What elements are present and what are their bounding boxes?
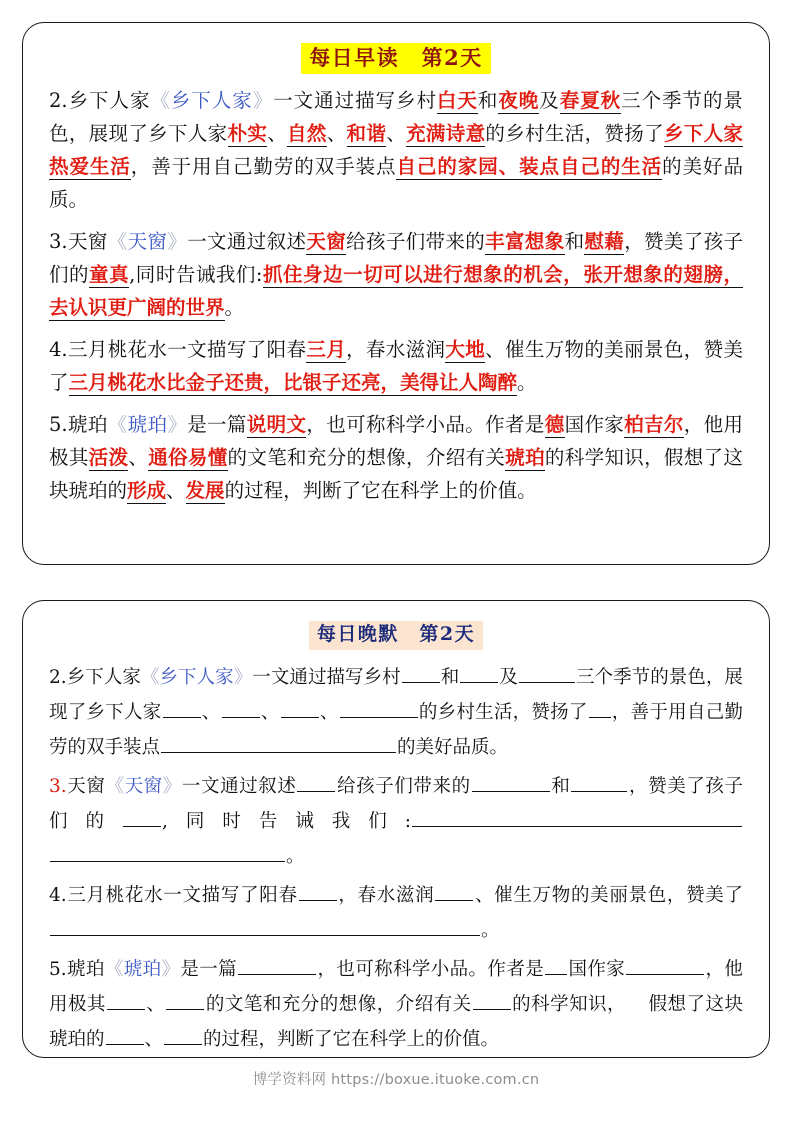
text-segment: 的乡村生活，赞扬了 [485, 122, 664, 146]
bracket-close: 》 [167, 413, 188, 437]
answer-blank[interactable] [472, 774, 550, 792]
morning-body [23, 84, 769, 507]
answer-text: 乡下人家热爱生活 [49, 122, 743, 179]
answer-blank[interactable] [238, 957, 316, 975]
item-number: 3. [49, 775, 67, 797]
morning-paragraph-5 [49, 408, 743, 507]
morning-title-row [23, 43, 769, 74]
text-segment: 的过程，判断了它在科学上的价值。 [203, 1028, 500, 1050]
text-segment: 给孩子们带来的 [346, 230, 486, 254]
book-title: 琥珀 [127, 413, 168, 437]
answer-blank[interactable] [50, 918, 480, 936]
text-segment: 。 [481, 919, 500, 941]
morning-reading-card [22, 22, 770, 565]
text-segment: 假想了这块琥珀的 [49, 993, 743, 1050]
text-segment: 、催生万物的美丽景色，赞美了 [474, 884, 743, 906]
text-segment: 琥珀 [66, 958, 105, 980]
answer-blank[interactable] [281, 700, 319, 718]
answer-blank[interactable] [299, 883, 337, 901]
text-segment: 、 [144, 1028, 164, 1050]
answer-text: 抓住身边一切可以进行想象的机会，张开想象的翅膀，去认识更广阔的世界 [49, 263, 743, 320]
bracket-close: 》 [161, 958, 181, 980]
text-segment: 和 [440, 666, 460, 688]
text-segment: 琥珀 [67, 413, 108, 437]
text-segment: 。 [286, 845, 305, 867]
answer-text: 夜晚 [498, 89, 540, 113]
book-title: 乡下人家 [159, 666, 234, 688]
book-title: 琥珀 [123, 958, 162, 980]
answer-text: 通俗易懂 [148, 446, 228, 470]
answer-blank[interactable] [50, 844, 285, 862]
text-segment: 、 [386, 122, 407, 146]
text-segment: 给孩子们带来的 [336, 775, 471, 797]
answer-text: 天窗 [306, 230, 347, 254]
answer-text: 自然 [287, 122, 327, 146]
text-segment: 的美好品质。 [397, 736, 509, 758]
evening-paragraph-4 [49, 878, 743, 948]
morning-title: 每日早读 第2天 [301, 43, 491, 74]
text-segment: 乡下人家 [67, 89, 151, 113]
text-segment: ，也可称科学小品。作者是 [317, 958, 545, 980]
bracket-open: 《 [150, 89, 171, 113]
text-segment: 是一篇 [180, 958, 238, 980]
item-number: 2. [49, 666, 67, 688]
book-title: 天窗 [124, 775, 163, 797]
item-number: 4. [49, 338, 68, 362]
text-segment: 及 [499, 666, 518, 688]
answer-text: 形成 [127, 479, 167, 503]
book-title: 乡下人家 [170, 89, 253, 113]
answer-blank[interactable] [340, 700, 418, 718]
text-segment: ,同时告诫我们: [129, 263, 263, 287]
answer-blank[interactable] [519, 665, 575, 683]
text-segment: 三月桃花水一文描写了阳春 [66, 884, 298, 906]
text-segment: 是一篇 [187, 413, 247, 437]
text-segment: ，善于用自己勤劳的双手装点 [49, 701, 743, 758]
item-number: 2. [49, 89, 68, 113]
evening-title-row [23, 621, 769, 650]
answer-text: 德 [544, 413, 565, 437]
answer-blank[interactable] [460, 665, 498, 683]
footer-watermark: 博学资料网 https://boxue.ituoke.com.cn [252, 1072, 540, 1088]
answer-text: 和谐 [346, 122, 387, 146]
evening-body [23, 660, 769, 1057]
text-segment: ，善于用自己勤劳的双手装点 [130, 155, 397, 179]
text-segment: 、 [326, 122, 347, 146]
text-segment: ，春水滋润 [337, 884, 435, 906]
answer-blank[interactable] [589, 700, 611, 718]
text-segment: 的科学知识，假想了这块琥珀的 [49, 446, 743, 503]
text-segment: ，他用极其 [49, 958, 743, 1015]
answer-text: 朴实 [227, 122, 268, 146]
answer-text: 春夏秋 [559, 89, 622, 113]
text-segment: ，赞美了孩子们的 [49, 230, 743, 287]
item-number: 5. [49, 958, 67, 980]
answer-text: 充满诗意 [406, 122, 486, 146]
text-segment: 、 [319, 701, 339, 723]
text-segment: 国作家 [568, 958, 626, 980]
text-segment: 国作家 [564, 413, 625, 437]
evening-paragraph-2 [49, 660, 743, 765]
answer-text: 三月桃花水比金子还贵，比银子还亮，美得让人陶醉 [68, 371, 518, 395]
answer-text: 柏吉尔 [624, 413, 684, 437]
text-segment: 、催生万物的美丽景色，赞美了 [49, 338, 743, 395]
evening-paragraph-5 [49, 952, 743, 1057]
bracket-close: 》 [167, 230, 188, 254]
answer-blank[interactable] [163, 700, 201, 718]
answer-blank[interactable] [473, 992, 511, 1010]
text-segment: 一文通过描写乡村 [273, 89, 437, 113]
answer-text: 白天 [436, 89, 478, 113]
text-segment: 的科学知识， [511, 993, 627, 1015]
answer-text: 自己的家园、装点自己的生活 [396, 155, 663, 179]
answer-blank[interactable] [106, 1027, 144, 1045]
text-segment: ，也可称科学小品。作者是 [306, 413, 545, 437]
text-segment: 一文通过叙述 [187, 230, 307, 254]
text-segment: 、 [166, 479, 186, 503]
text-segment: 天窗 [67, 230, 108, 254]
text-segment: 的文笔和充分的想像，介绍有关 [205, 993, 472, 1015]
text-segment: 及 [539, 89, 560, 113]
text-segment: 的文笔和充分的想像，介绍有关 [227, 446, 506, 470]
morning-paragraph-4 [49, 333, 743, 399]
bracket-open: 《 [107, 230, 128, 254]
answer-text: 大地 [445, 338, 486, 362]
answer-blank[interactable] [123, 809, 161, 827]
text-segment: ，春水滋润 [346, 338, 446, 362]
text-segment: 、 [260, 701, 280, 723]
answer-text: 说明文 [246, 413, 307, 437]
text-segment: 天窗 [66, 775, 106, 797]
text-segment: 、 [128, 446, 149, 470]
evening-paragraph-3 [49, 769, 743, 874]
answer-blank[interactable] [435, 883, 473, 901]
bracket-open: 《 [140, 666, 160, 688]
text-segment: 的过程，判断了它在科学上的价值。 [224, 479, 537, 503]
text-segment: 三个季节的景色，展现了乡下人家 [49, 89, 743, 146]
text-segment: 、 [267, 122, 288, 146]
answer-blank[interactable] [161, 735, 396, 753]
answer-blank[interactable] [412, 809, 742, 827]
answer-blank[interactable] [297, 774, 335, 792]
text-segment: 一文通过描写乡村 [252, 666, 401, 688]
text-segment: ，赞美了孩子们的 [49, 775, 743, 832]
text-segment: 、 [145, 993, 166, 1015]
text-segment: ,同时告诫我们: [161, 810, 411, 832]
text-segment: 的乡村生活，赞扬了 [418, 701, 588, 723]
bracket-close: 》 [252, 89, 274, 113]
text-segment: 三月桃花水一文描写了阳春 [67, 338, 307, 362]
answer-text: 慰藉 [584, 230, 625, 254]
item-number: 3. [49, 230, 68, 254]
item-number: 5. [49, 413, 68, 437]
morning-paragraph-3 [49, 225, 743, 324]
morning-paragraph-2 [49, 84, 743, 216]
bracket-open: 《 [105, 775, 125, 797]
answer-text: 三月 [306, 338, 347, 362]
answer-blank[interactable] [164, 1027, 202, 1045]
answer-blank[interactable] [571, 774, 627, 792]
text-segment: 。 [517, 371, 537, 395]
evening-dictation-card [22, 600, 770, 1058]
evening-title: 每日晚默 第2天 [309, 621, 483, 650]
answer-blank[interactable] [402, 665, 440, 683]
item-number: 4. [49, 884, 67, 906]
bracket-close: 》 [162, 775, 182, 797]
text-segment: 乡下人家 [66, 666, 141, 688]
answer-blank[interactable] [545, 957, 567, 975]
bracket-open: 《 [107, 413, 128, 437]
book-title: 天窗 [127, 230, 168, 254]
text-segment: 和 [564, 230, 585, 254]
answer-text: 发展 [185, 479, 225, 503]
text-segment: ，他用极其 [49, 413, 743, 470]
text-segment: 的美好品质。 [49, 155, 743, 212]
answer-blank[interactable] [107, 992, 145, 1010]
answer-text: 丰富想象 [485, 230, 565, 254]
answer-blank[interactable] [222, 700, 260, 718]
answer-blank[interactable] [166, 992, 204, 1010]
text-segment: 三个季节的景色，展现了乡下人家 [49, 666, 743, 723]
text-segment: 、 [201, 701, 221, 723]
answer-blank[interactable] [626, 957, 704, 975]
text-segment: 。 [224, 296, 245, 320]
answer-text: 活泼 [88, 446, 129, 470]
bracket-open: 《 [104, 958, 124, 980]
answer-text: 琥珀 [505, 446, 545, 470]
text-segment: 一文通过叙述 [181, 775, 297, 797]
text-segment: 和 [550, 775, 571, 797]
bracket-close: 》 [233, 666, 253, 688]
answer-text: 童真 [89, 263, 130, 287]
text-segment: 和 [477, 89, 499, 113]
